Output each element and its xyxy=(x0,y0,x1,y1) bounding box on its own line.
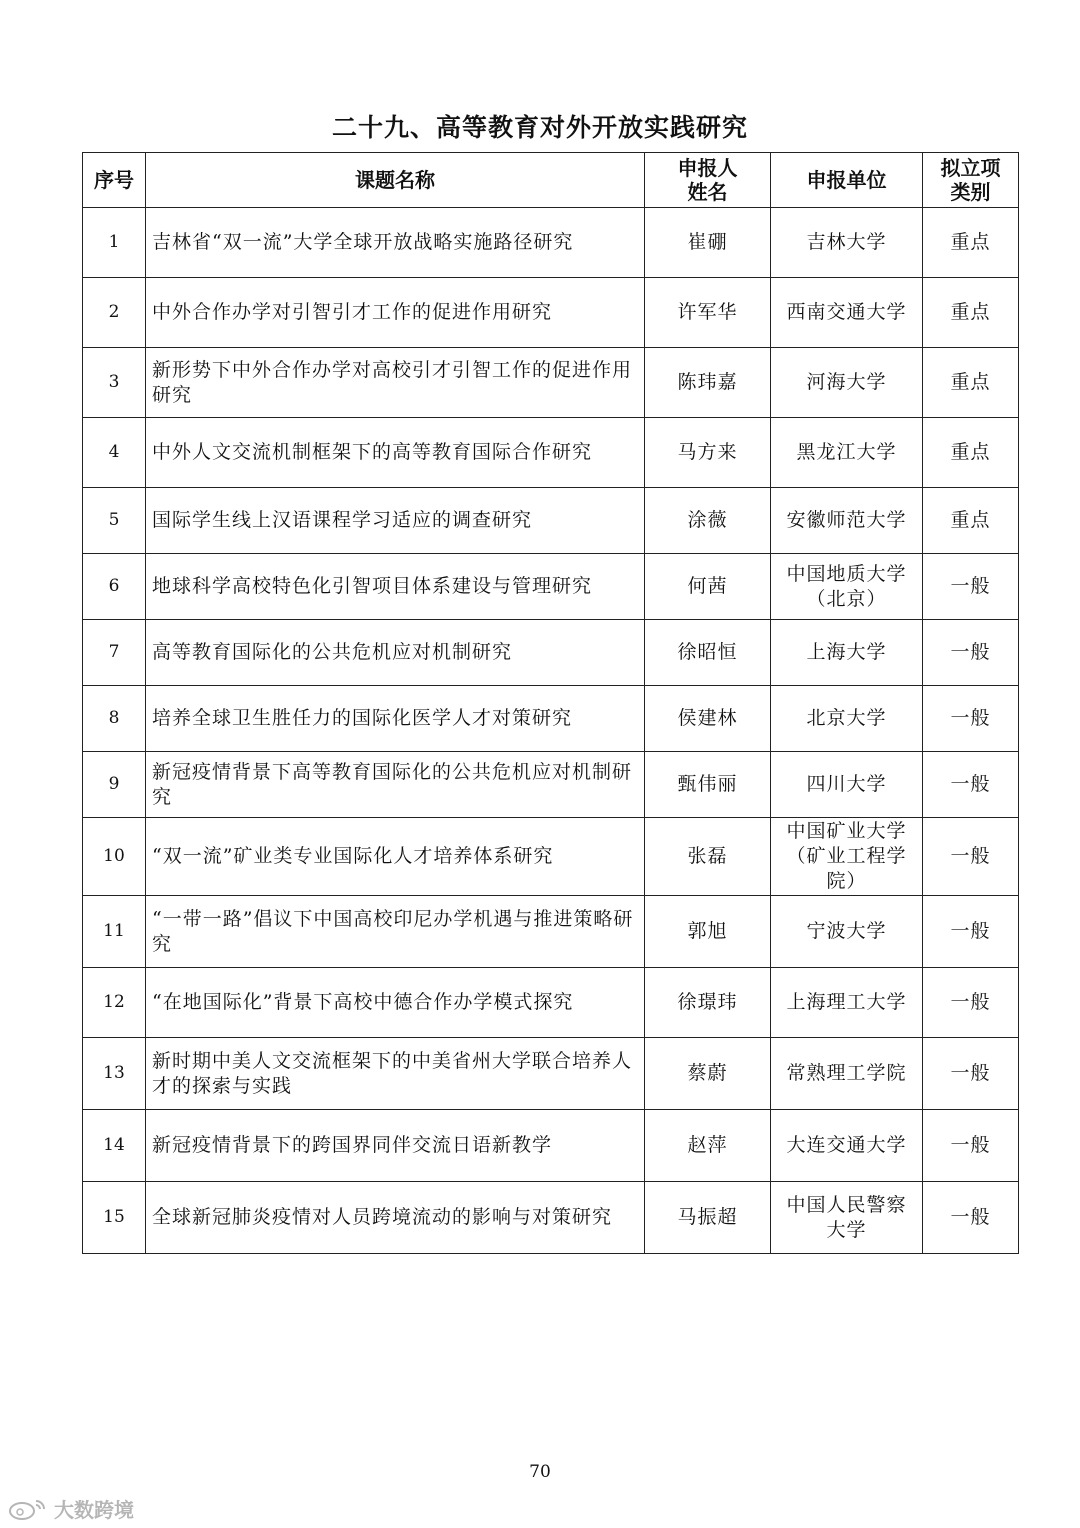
table-row xyxy=(83,968,1019,1038)
row-applicant: 甄伟丽 xyxy=(645,752,771,818)
row-topic: 新冠疫情背景下高等教育国际化的公共危机应对机制研究 xyxy=(146,752,645,818)
row-applicant: 张磊 xyxy=(645,818,771,896)
row-category: 一般 xyxy=(923,1038,1019,1110)
row-unit: 河海大学 xyxy=(771,348,923,418)
table-row xyxy=(83,620,1019,686)
table-row xyxy=(83,1110,1019,1182)
row-topic: 国际学生线上汉语课程学习适应的调查研究 xyxy=(146,488,645,554)
row-unit: 吉林大学 xyxy=(771,208,923,278)
row-topic: “在地国际化”背景下高校中德合作办学模式探究 xyxy=(146,968,645,1038)
row-applicant: 郭旭 xyxy=(645,896,771,968)
row-number: 13 xyxy=(83,1038,146,1110)
row-topic: 新形势下中外合作办学对高校引才引智工作的促进作用研究 xyxy=(146,348,645,418)
row-number: 7 xyxy=(83,620,146,686)
table-row xyxy=(83,818,1019,896)
row-applicant: 何茜 xyxy=(645,554,771,620)
row-applicant: 蔡蔚 xyxy=(645,1038,771,1110)
row-unit: 大连交通大学 xyxy=(771,1110,923,1182)
row-unit: 安徽师范大学 xyxy=(771,488,923,554)
row-unit: 中国人民警察大学 xyxy=(771,1182,923,1254)
row-unit: 上海理工大学 xyxy=(771,968,923,1038)
row-unit: 中国矿业大学（矿业工程学院） xyxy=(771,818,923,896)
header-unit: 申报单位 xyxy=(771,153,923,208)
row-applicant: 马振超 xyxy=(645,1182,771,1254)
row-unit: 北京大学 xyxy=(771,686,923,752)
table-row xyxy=(83,1182,1019,1254)
row-category: 重点 xyxy=(923,418,1019,488)
row-unit: 西南交通大学 xyxy=(771,278,923,348)
row-category: 重点 xyxy=(923,348,1019,418)
watermark xyxy=(8,1494,134,1523)
page-title: 二十九、高等教育对外开放实践研究 xyxy=(331,113,748,142)
row-applicant: 许军华 xyxy=(645,278,771,348)
row-topic: 中外人文交流机制框架下的高等教育国际合作研究 xyxy=(146,418,645,488)
row-number: 10 xyxy=(83,818,146,896)
row-category: 一般 xyxy=(923,620,1019,686)
header-applicant: 申报人姓名 xyxy=(645,153,771,208)
row-category: 一般 xyxy=(923,896,1019,968)
row-applicant: 徐昭恒 xyxy=(645,620,771,686)
row-unit: 宁波大学 xyxy=(771,896,923,968)
row-number: 14 xyxy=(83,1110,146,1182)
row-topic: 新冠疫情背景下的跨国界同伴交流日语新教学 xyxy=(146,1110,645,1182)
watermark-text: 大数跨境 xyxy=(54,1498,134,1522)
row-category: 重点 xyxy=(923,208,1019,278)
row-unit: 上海大学 xyxy=(771,620,923,686)
row-topic: “双一流”矿业类专业国际化人才培养体系研究 xyxy=(146,818,645,896)
row-number: 12 xyxy=(83,968,146,1038)
row-unit: 中国地质大学（北京） xyxy=(771,554,923,620)
row-applicant: 马方来 xyxy=(645,418,771,488)
row-category: 一般 xyxy=(923,818,1019,896)
row-topic: 培养全球卫生胜任力的国际化医学人才对策研究 xyxy=(146,686,645,752)
table-row xyxy=(83,348,1019,418)
table-row xyxy=(83,418,1019,488)
weibo-logo-icon xyxy=(8,1497,48,1521)
row-category: 重点 xyxy=(923,278,1019,348)
row-category: 重点 xyxy=(923,488,1019,554)
table-header-row xyxy=(83,153,1019,208)
table-row xyxy=(83,752,1019,818)
row-topic: 吉林省“双一流”大学全球开放战略实施路径研究 xyxy=(146,208,645,278)
row-topic: 新时期中美人文交流框架下的中美省州大学联合培养人才的探索与实践 xyxy=(146,1038,645,1110)
row-category: 一般 xyxy=(923,752,1019,818)
table-row xyxy=(83,554,1019,620)
row-topic: 中外合作办学对引智引才工作的促进作用研究 xyxy=(146,278,645,348)
row-applicant: 涂薇 xyxy=(645,488,771,554)
row-number: 11 xyxy=(83,896,146,968)
header-seq: 序号 xyxy=(83,153,146,208)
row-topic: 全球新冠肺炎疫情对人员跨境流动的影响与对策研究 xyxy=(146,1182,645,1254)
row-applicant: 赵萍 xyxy=(645,1110,771,1182)
row-number: 6 xyxy=(83,554,146,620)
row-unit: 黑龙江大学 xyxy=(771,418,923,488)
row-category: 一般 xyxy=(923,1182,1019,1254)
table-row xyxy=(83,1038,1019,1110)
row-topic: 地球科学高校特色化引智项目体系建设与管理研究 xyxy=(146,554,645,620)
table-row xyxy=(83,896,1019,968)
row-number: 2 xyxy=(83,278,146,348)
table-row xyxy=(83,208,1019,278)
table-row xyxy=(83,686,1019,752)
row-number: 15 xyxy=(83,1182,146,1254)
row-topic: 高等教育国际化的公共危机应对机制研究 xyxy=(146,620,645,686)
table-row xyxy=(83,488,1019,554)
row-applicant: 徐璟玮 xyxy=(645,968,771,1038)
header-category: 拟立项类别 xyxy=(923,153,1019,208)
row-number: 9 xyxy=(83,752,146,818)
row-category: 一般 xyxy=(923,554,1019,620)
row-number: 4 xyxy=(83,418,146,488)
row-unit: 四川大学 xyxy=(771,752,923,818)
row-number: 8 xyxy=(83,686,146,752)
row-number: 3 xyxy=(83,348,146,418)
header-topic: 课题名称 xyxy=(146,153,645,208)
row-unit: 常熟理工学院 xyxy=(771,1038,923,1110)
row-category: 一般 xyxy=(923,686,1019,752)
row-applicant: 陈玮嘉 xyxy=(645,348,771,418)
row-category: 一般 xyxy=(923,968,1019,1038)
row-number: 1 xyxy=(83,208,146,278)
project-table xyxy=(82,152,1019,1254)
page-number: 70 xyxy=(529,1462,551,1482)
table-row xyxy=(83,278,1019,348)
row-applicant: 侯建林 xyxy=(645,686,771,752)
row-number: 5 xyxy=(83,488,146,554)
row-topic: “一带一路”倡议下中国高校印尼办学机遇与推进策略研究 xyxy=(146,896,645,968)
row-applicant: 崔硼 xyxy=(645,208,771,278)
row-category: 一般 xyxy=(923,1110,1019,1182)
